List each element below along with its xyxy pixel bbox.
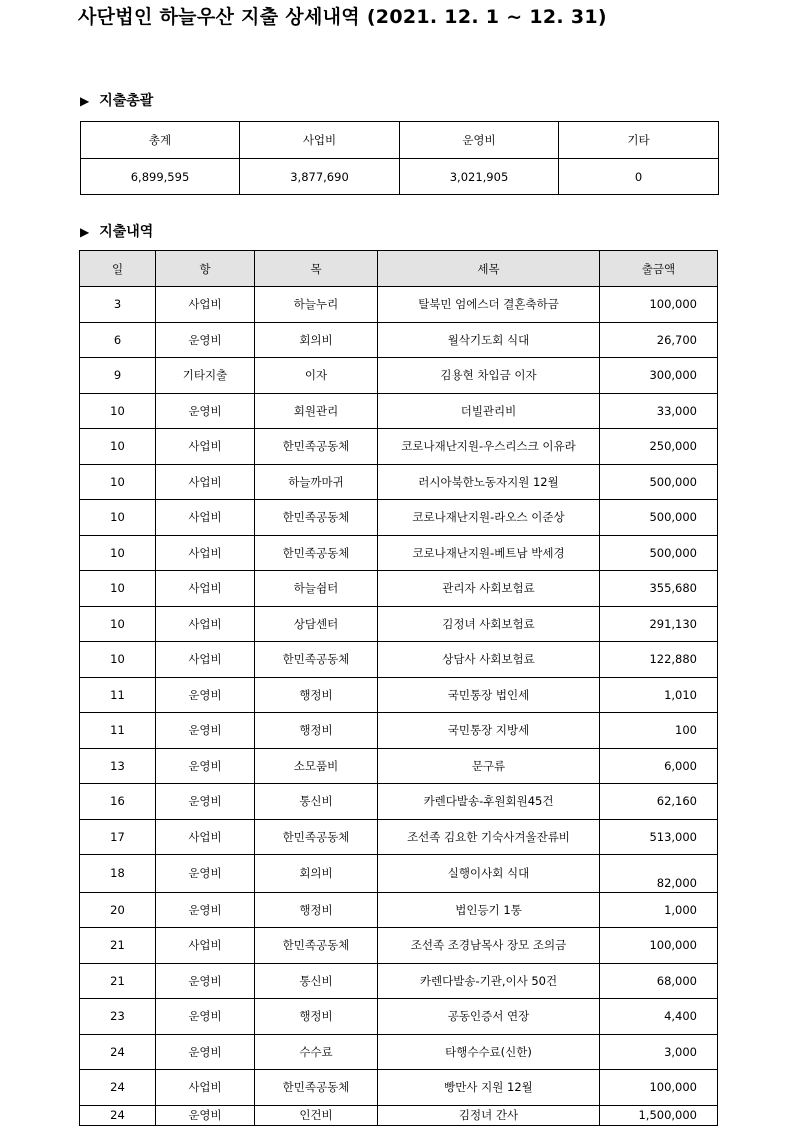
row-amount: 6,000 xyxy=(600,748,718,784)
row-amount: 300,000 xyxy=(600,358,718,394)
row-item: 소모품비 xyxy=(255,748,378,784)
row-amount: 513,000 xyxy=(600,819,718,855)
row-item: 한민족공동체 xyxy=(255,642,378,678)
table-row xyxy=(80,535,718,571)
detail-header-subitem: 세목 xyxy=(378,251,600,287)
row-subitem: 더빌관리비 xyxy=(378,393,600,429)
row-item: 상담센터 xyxy=(255,606,378,642)
row-category: 운영비 xyxy=(156,999,255,1035)
summary-heading-label: 지출총괄 xyxy=(99,93,154,109)
row-day: 9 xyxy=(80,358,156,394)
row-category: 기타지출 xyxy=(156,358,255,394)
table-row xyxy=(80,1105,718,1125)
triangle-bullet-icon: ▶ xyxy=(80,94,90,108)
row-category: 운영비 xyxy=(156,322,255,358)
detail-table xyxy=(79,250,718,1126)
row-amount: 500,000 xyxy=(600,464,718,500)
row-day: 21 xyxy=(80,963,156,999)
summary-value-operating: 3,021,905 xyxy=(400,159,559,195)
row-subitem: 탈북민 엄에스더 결혼축하금 xyxy=(378,287,600,323)
row-item: 수수료 xyxy=(255,1034,378,1070)
row-amount: 3,000 xyxy=(600,1034,718,1070)
row-day: 6 xyxy=(80,322,156,358)
row-day: 11 xyxy=(80,677,156,713)
table-row xyxy=(80,677,718,713)
summary-header-row xyxy=(81,122,719,159)
triangle-bullet-icon: ▶ xyxy=(80,225,90,239)
row-subitem: 코로나재난지원-베트남 박세경 xyxy=(378,535,600,571)
row-subitem: 상담사 사회보험료 xyxy=(378,642,600,678)
row-amount: 291,130 xyxy=(600,606,718,642)
detail-heading-label: 지출내역 xyxy=(99,224,154,240)
row-amount: 500,000 xyxy=(600,535,718,571)
row-subitem: 카렌다발송-기관,이사 50건 xyxy=(378,963,600,999)
row-amount: 100,000 xyxy=(600,1070,718,1106)
row-subitem: 코로나재난지원-우스리스크 이유라 xyxy=(378,429,600,465)
row-item: 통신비 xyxy=(255,784,378,820)
row-item: 이자 xyxy=(255,358,378,394)
row-day: 10 xyxy=(80,500,156,536)
row-subitem: 카렌다발송-후원회원45건 xyxy=(378,784,600,820)
row-category: 사업비 xyxy=(156,464,255,500)
row-item: 한민족공동체 xyxy=(255,535,378,571)
detail-header-amount: 출금액 xyxy=(600,251,718,287)
row-day: 10 xyxy=(80,535,156,571)
row-item: 행정비 xyxy=(255,713,378,749)
row-subitem: 김정녀 사회보험료 xyxy=(378,606,600,642)
row-item: 행정비 xyxy=(255,677,378,713)
table-row xyxy=(80,855,718,893)
row-category: 사업비 xyxy=(156,429,255,465)
table-row xyxy=(80,928,718,964)
row-day: 10 xyxy=(80,429,156,465)
row-day: 23 xyxy=(80,999,156,1035)
table-row xyxy=(80,1034,718,1070)
summary-header-business: 사업비 xyxy=(240,122,400,159)
summary-section-heading xyxy=(80,90,153,110)
row-day: 24 xyxy=(80,1034,156,1070)
row-item: 하늘까마귀 xyxy=(255,464,378,500)
row-category: 운영비 xyxy=(156,855,255,893)
row-category: 운영비 xyxy=(156,393,255,429)
row-subitem: 국민통장 지방세 xyxy=(378,713,600,749)
row-day: 11 xyxy=(80,713,156,749)
table-row xyxy=(80,892,718,928)
table-row xyxy=(80,464,718,500)
row-subitem: 실행이사회 식대 xyxy=(378,855,600,893)
row-category: 사업비 xyxy=(156,606,255,642)
row-item: 한민족공동체 xyxy=(255,1070,378,1106)
row-subitem: 조선족 김요한 기숙사겨울잔류비 xyxy=(378,819,600,855)
row-amount: 250,000 xyxy=(600,429,718,465)
detail-header-item: 목 xyxy=(255,251,378,287)
row-category: 운영비 xyxy=(156,892,255,928)
row-subitem: 관리자 사회보험료 xyxy=(378,571,600,607)
table-row xyxy=(80,358,718,394)
table-row xyxy=(80,1070,718,1106)
detail-section-heading xyxy=(80,221,153,241)
row-day: 13 xyxy=(80,748,156,784)
summary-value-total: 6,899,595 xyxy=(81,159,240,195)
table-row xyxy=(80,819,718,855)
row-day: 3 xyxy=(80,287,156,323)
row-amount: 1,010 xyxy=(600,677,718,713)
row-amount: 500,000 xyxy=(600,500,718,536)
table-row xyxy=(80,713,718,749)
row-day: 10 xyxy=(80,393,156,429)
page-title: 사단법인 하늘우산 지출 상세내역 (2021. 12. 1 ~ 12. 31) xyxy=(78,6,607,28)
row-amount: 33,000 xyxy=(600,393,718,429)
row-category: 사업비 xyxy=(156,642,255,678)
detail-header-category: 항 xyxy=(156,251,255,287)
row-day: 24 xyxy=(80,1105,156,1125)
row-day: 21 xyxy=(80,928,156,964)
row-item: 하늘누리 xyxy=(255,287,378,323)
row-category: 사업비 xyxy=(156,819,255,855)
summary-value-other: 0 xyxy=(559,159,719,195)
table-row xyxy=(80,606,718,642)
table-row xyxy=(80,500,718,536)
row-category: 운영비 xyxy=(156,748,255,784)
row-day: 10 xyxy=(80,642,156,678)
row-amount: 355,680 xyxy=(600,571,718,607)
row-day: 16 xyxy=(80,784,156,820)
row-item: 하늘쉼터 xyxy=(255,571,378,607)
row-day: 17 xyxy=(80,819,156,855)
table-row xyxy=(80,287,718,323)
summary-header-total: 총계 xyxy=(81,122,240,159)
row-category: 사업비 xyxy=(156,535,255,571)
detail-header-day: 일 xyxy=(80,251,156,287)
row-category: 운영비 xyxy=(156,677,255,713)
row-item: 회의비 xyxy=(255,322,378,358)
row-amount: 100 xyxy=(600,713,718,749)
row-subitem: 김정녀 간사 xyxy=(378,1105,600,1125)
row-item: 한민족공동체 xyxy=(255,928,378,964)
summary-value-business: 3,877,690 xyxy=(240,159,400,195)
row-amount: 82,000 xyxy=(600,855,718,893)
row-subitem: 빵만사 지원 12월 xyxy=(378,1070,600,1106)
row-day: 10 xyxy=(80,606,156,642)
row-day: 10 xyxy=(80,464,156,500)
row-amount: 100,000 xyxy=(600,287,718,323)
row-subitem: 월삭기도회 식대 xyxy=(378,322,600,358)
row-subitem: 법인등기 1통 xyxy=(378,892,600,928)
row-item: 회원관리 xyxy=(255,393,378,429)
table-row xyxy=(80,748,718,784)
row-amount: 4,400 xyxy=(600,999,718,1035)
row-subitem: 타행수수료(신한) xyxy=(378,1034,600,1070)
row-subitem: 코로나재난지원-라오스 이준상 xyxy=(378,500,600,536)
row-item: 통신비 xyxy=(255,963,378,999)
row-category: 사업비 xyxy=(156,500,255,536)
table-row xyxy=(80,393,718,429)
row-category: 운영비 xyxy=(156,1105,255,1125)
row-category: 운영비 xyxy=(156,784,255,820)
row-amount: 100,000 xyxy=(600,928,718,964)
row-category: 운영비 xyxy=(156,1034,255,1070)
row-subitem: 국민통장 법인세 xyxy=(378,677,600,713)
row-item: 한민족공동체 xyxy=(255,819,378,855)
row-category: 운영비 xyxy=(156,713,255,749)
summary-value-row xyxy=(81,159,719,195)
table-row xyxy=(80,963,718,999)
row-category: 사업비 xyxy=(156,571,255,607)
summary-header-other: 기타 xyxy=(559,122,719,159)
row-item: 행정비 xyxy=(255,892,378,928)
row-category: 사업비 xyxy=(156,1070,255,1106)
row-subitem: 김용현 차입금 이자 xyxy=(378,358,600,394)
row-subitem: 러시아북한노동자지원 12월 xyxy=(378,464,600,500)
row-day: 10 xyxy=(80,571,156,607)
row-item: 인건비 xyxy=(255,1105,378,1125)
row-subitem: 공동인증서 연장 xyxy=(378,999,600,1035)
row-category: 사업비 xyxy=(156,287,255,323)
table-row xyxy=(80,784,718,820)
row-subitem: 조선족 조경남목사 장모 조의금 xyxy=(378,928,600,964)
row-category: 사업비 xyxy=(156,928,255,964)
detail-header-row xyxy=(80,251,718,287)
row-amount: 26,700 xyxy=(600,322,718,358)
row-item: 행정비 xyxy=(255,999,378,1035)
table-row xyxy=(80,322,718,358)
row-amount: 68,000 xyxy=(600,963,718,999)
row-amount: 122,880 xyxy=(600,642,718,678)
table-row xyxy=(80,571,718,607)
row-day: 20 xyxy=(80,892,156,928)
row-day: 18 xyxy=(80,855,156,893)
table-row xyxy=(80,999,718,1035)
row-item: 회의비 xyxy=(255,855,378,893)
summary-table xyxy=(80,121,719,195)
row-amount: 62,160 xyxy=(600,784,718,820)
summary-header-operating: 운영비 xyxy=(400,122,559,159)
table-row xyxy=(80,642,718,678)
row-amount: 1,500,000 xyxy=(600,1105,718,1125)
row-subitem: 문구류 xyxy=(378,748,600,784)
row-item: 한민족공동체 xyxy=(255,429,378,465)
row-day: 24 xyxy=(80,1070,156,1106)
table-row xyxy=(80,429,718,465)
row-category: 운영비 xyxy=(156,963,255,999)
row-item: 한민족공동체 xyxy=(255,500,378,536)
row-amount: 1,000 xyxy=(600,892,718,928)
detail-table-body xyxy=(80,287,718,1126)
